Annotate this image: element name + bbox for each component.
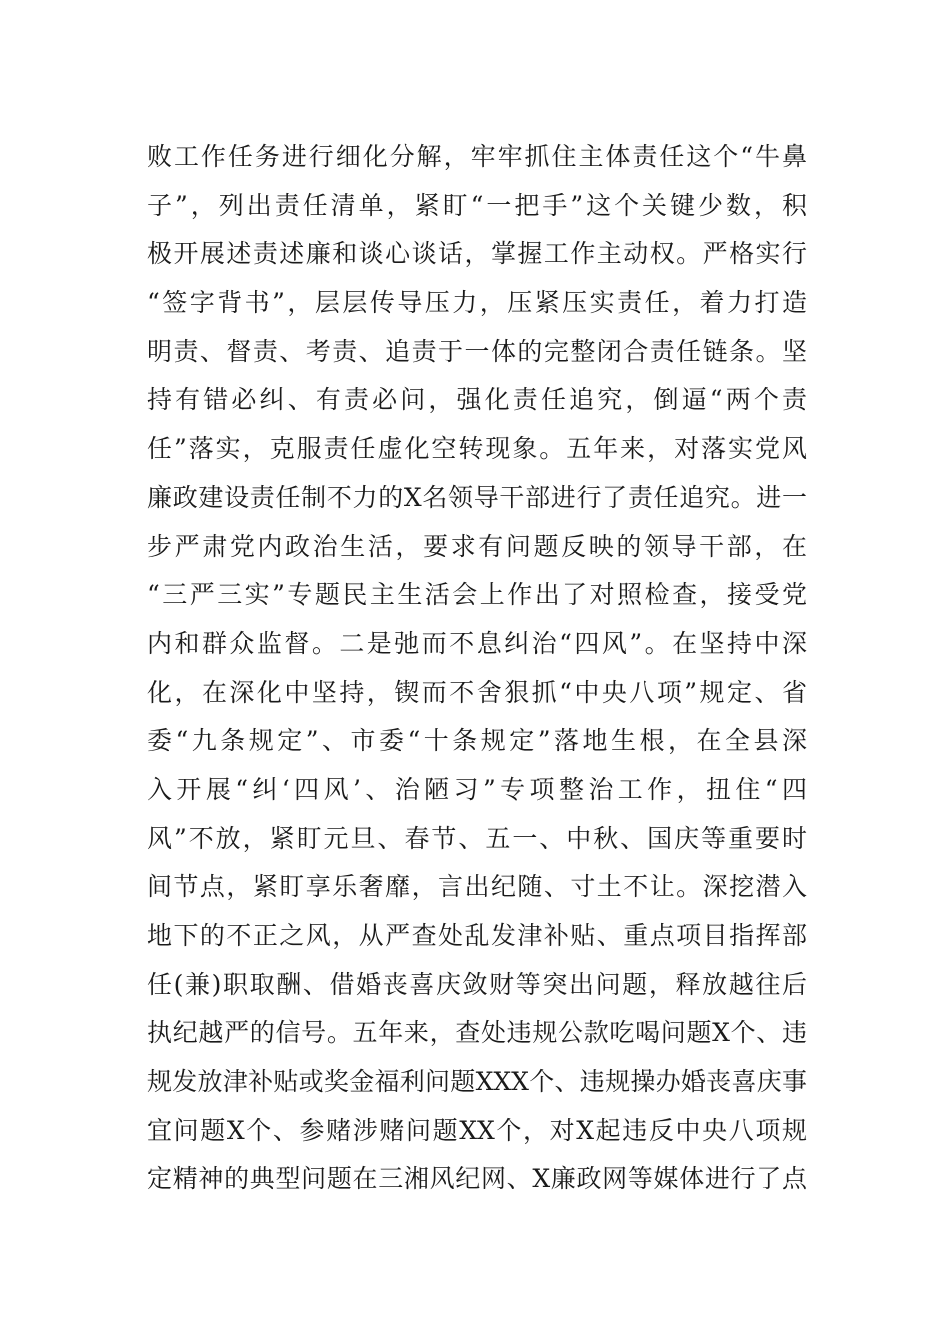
text-line-8: 廉政建设责任制不力的X名领导干部进行了责任追究。进一 [147,482,807,512]
text-line-15: 风”不放，紧盯元旦、春节、五一、中秋、国庆等重要时 [147,823,807,853]
text-line-19: 执纪越严的信号。五年来，查处违规公款吃喝问题X个、违 [147,1018,807,1048]
text-line-21: 宜问题X个、参赌涉赌问题XX个，对X起违反中央八项规 [147,1115,807,1145]
body-paragraph [147,133,807,1204]
text-line-17: 地下的不正之风，从严查处乱发津补贴、重点项目指挥部 [147,921,807,950]
text-line-2: 子”，列出责任清单，紧盯“一把手”这个关键少数，积 [147,190,807,220]
text-line-7: 任”落实，克服责任虚化空转现象。五年来，对落实党风 [147,434,807,464]
text-line-22: 定精神的典型问题在三湘风纪网、X廉政网等媒体进行了点 [147,1164,807,1194]
text-line-4: “签字背书”，层层传导压力，压紧压实责任，着力打造 [147,288,807,318]
text-line-6: 持有错必纠、有责必问，强化责任追究，倒逼“两个责 [147,385,807,415]
text-line-18: 任(兼)职取酬、借婚丧喜庆敛财等突出问题，释放越往后 [147,969,807,999]
text-line-5: 明责、督责、考责、追责于一体的完整闭合责任链条。坚 [147,336,807,366]
text-line-12: 化，在深化中坚持，锲而不舍狠抓“中央八项”规定、省 [147,677,807,707]
text-line-10: “三严三实”专题民主生活会上作出了对照检查，接受党 [147,580,807,610]
text-line-13: 委“九条规定”、市委“十条规定”落地生根，在全县深 [147,726,807,756]
text-line-16: 间节点，紧盯享乐奢靡，言出纪随、寸土不让。深挖潜入 [147,872,807,902]
text-line-20: 规发放津补贴或奖金福利问题XXX个、违规操办婚丧喜庆事 [147,1067,807,1097]
text-line-3: 极开展述责述廉和谈心谈话，掌握工作主动权。严格实行 [147,239,807,269]
text-line-14: 入开展“纠‘四风’、治陋习”专项整治工作，扭住“四 [147,774,807,804]
text-line-9: 步严肃党内政治生活，要求有问题反映的领导干部，在 [147,531,807,561]
text-line-1: 败工作任务进行细化分解，牢牢抓住主体责任这个“牛鼻 [147,142,807,171]
text-line-11: 内和群众监督。二是弛而不息纠治“四风”。在坚持中深 [147,628,807,658]
